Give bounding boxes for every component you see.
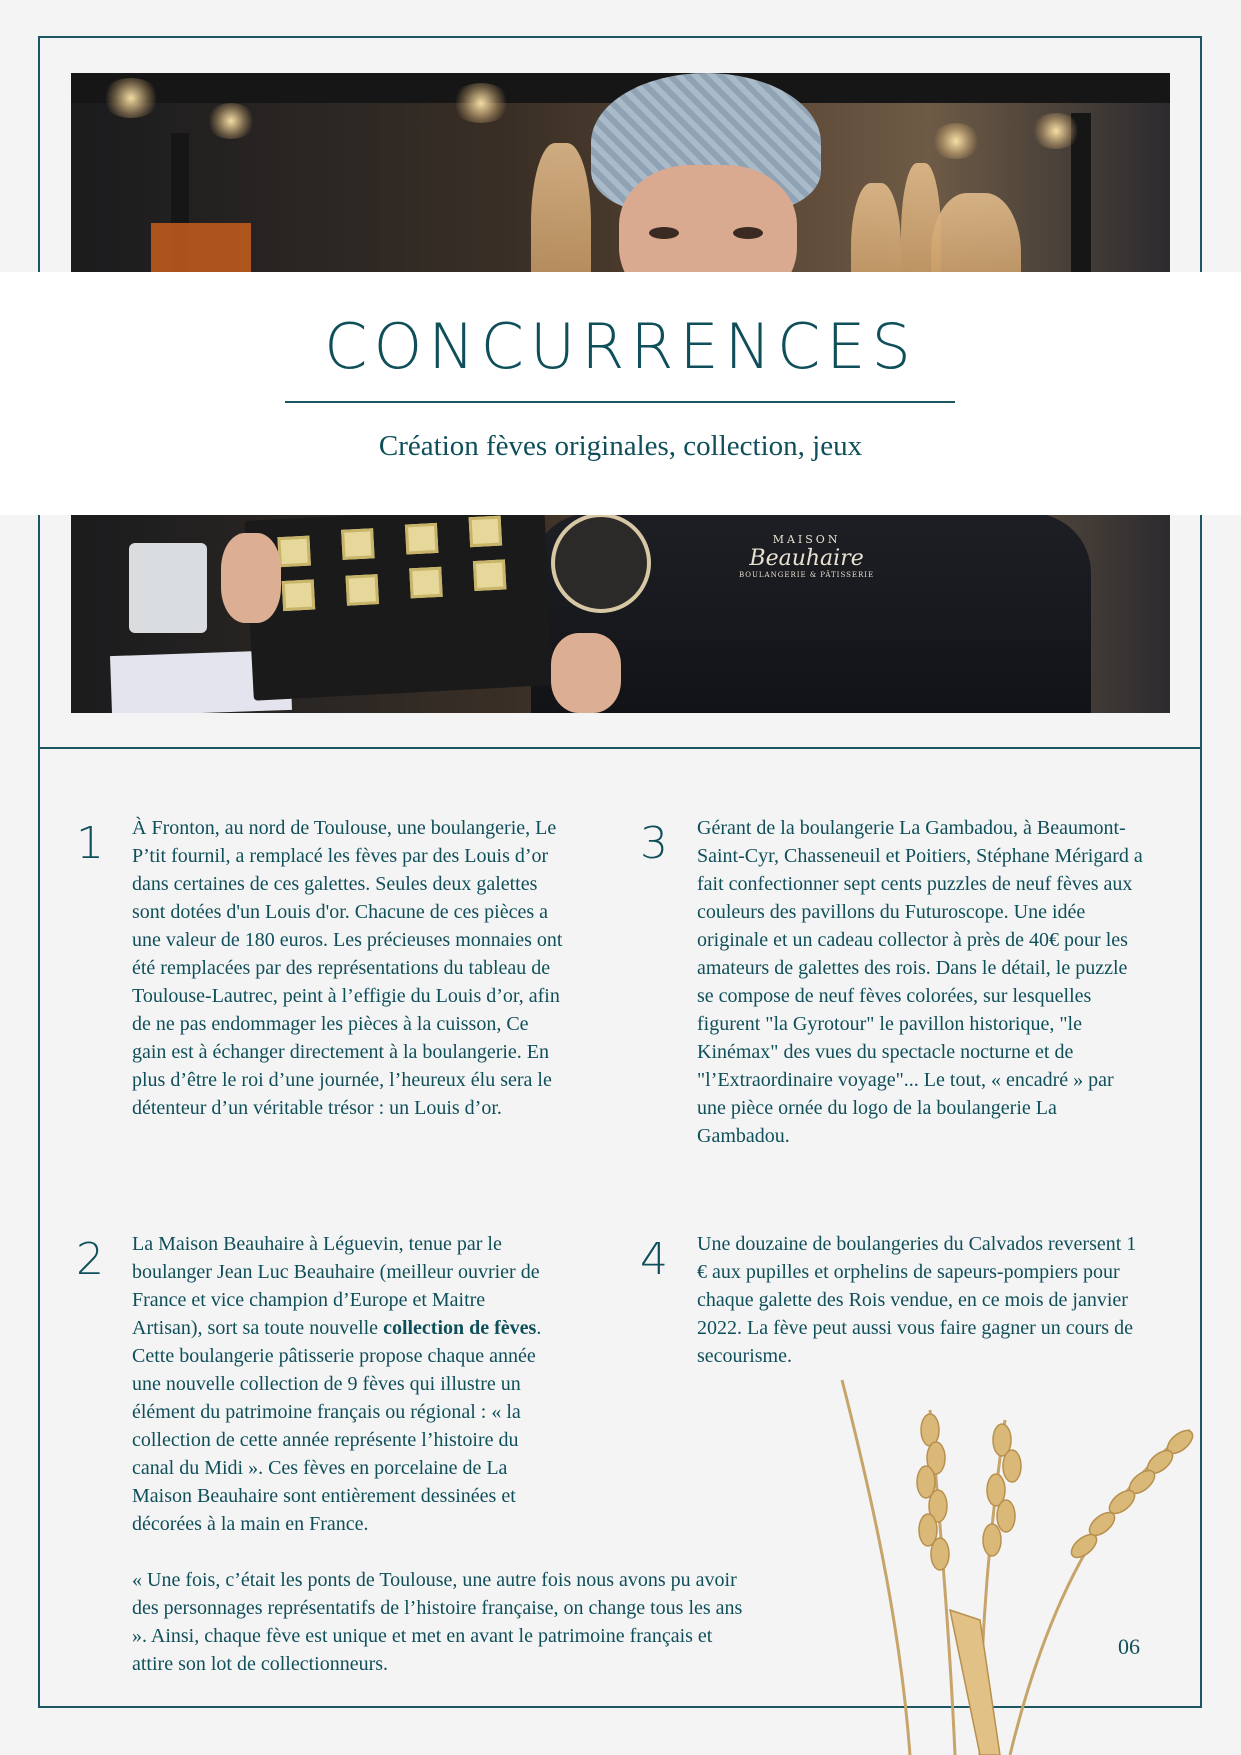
item-number-4: 4 (640, 1234, 668, 1285)
item-text-2: La Maison Beauhaire à Léguevin, tenue par le boulanger Jean Luc Beauhaire (meilleur ouvrier de France et vice champion d’Europe et Maitre Artisan), sort sa toute nouvelle collection de fèves. Cette boulangerie pâtisserie propose chaque année une nouvelle collection de 9 fèves qui illustre un élément du patrimoine français ou régional : « la collection de cette année représente l’histoire du canal du Midi ». Ces fèves en porcelaine de La Maison Beauhaire sont entièrement dessinées et décorées à la main en France. (132, 1233, 542, 1535)
item-text-1: À Fronton, au nord de Toulouse, une boulangerie, Le P’tit fournil, a remplacé les fèves par des Louis d’or dans certaines de ces galettes. Seules deux galettes sont dotées d'un Louis d'or. Chacune de ces pièces a une valeur de 180 euros. Les précieuses monnaies ont été remplacées par des représentations du tableau de Toulouse-Lautrec, peint à l’effigie du Louis d’or, afin de ne pas endommager les pièces à la cuisson, Ce gain est à échanger directement à la boulangerie. En plus d’être le roi d’une journée, l’heureux élu sera le détenteur d’un véritable trésor : un Louis d’or. (132, 817, 563, 1119)
item-text-3: Gérant de la boulangerie La Gambadou, à Beaumont-Saint-Cyr, Chasseneuil et Poitiers, Stéphane Mérigard a fait confectionner sept cents puzzles de neuf fèves aux couleurs des pavillons du Futuroscope. Une idée originale et un cadeau collector à près de 40€ pour les amateurs de galettes des rois. Dans le détail, le puzzle se compose de neuf fèves colorées, sur lesquelles figurent "la Gyrotour" le pavillon historique, "le Kinémax" des vues du spectacle nocturne et de "l’Extraordinaire voyage"... Le tout, « encadré » par une pièce ornée du logo de la boulangerie La Gambadou. (697, 817, 1143, 1147)
wheat-illustration (830, 1370, 1210, 1755)
item-text-4: Une douzaine de boulangeries du Calvados reversent 1 € aux pupilles et orphelins de sapeurs-pompiers pour chaque galette des Rois vendue, en ce mois de janvier 2022. La fève peut aussi vous faire gagner un cours de secourisme. (697, 1233, 1137, 1367)
collection-highlight: collection de fèves (383, 1317, 537, 1339)
item-quote-2: « Une fois, c’était les ponts de Toulouse, une autre fois nous avons pu avoir des personnages représentatifs de l’histoire française, on change tous les ans ». Ainsi, chaque fève est unique et met en avant le patrimoine français et attire son lot de collectionneurs. (132, 1569, 743, 1675)
bakery-logo-badge (551, 513, 651, 613)
item-number-2: 2 (76, 1234, 104, 1285)
section-divider (38, 747, 1202, 749)
item-number-1: 1 (76, 818, 104, 869)
page-subtitle: Création fèves originales, collection, jeux (378, 430, 863, 462)
jacket-brand: MAISON Beauhaire BOULANGERIE & PÂTISSERIE (739, 533, 875, 579)
page-title: CONCURRENCES (324, 310, 917, 383)
item-number-3: 3 (640, 818, 668, 869)
title-band (0, 272, 1241, 515)
page-number: 06 (1118, 1634, 1140, 1659)
title-rule (285, 401, 955, 403)
